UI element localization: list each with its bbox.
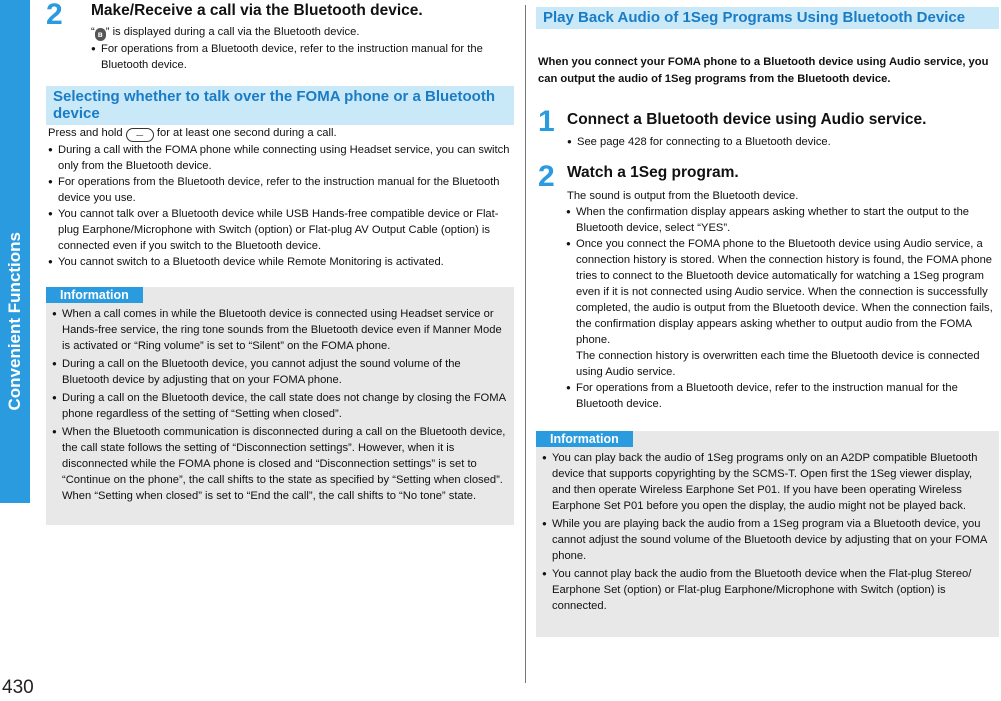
- info-box: [536, 431, 999, 637]
- section-heading: Selecting whether to talk over the FOMA phone or a Bluetooth device: [46, 86, 514, 125]
- side-tab-label: Convenient Functions: [5, 232, 24, 411]
- step-body: [567, 188, 1001, 412]
- step-number: 2: [538, 160, 555, 193]
- left-column: [46, 0, 516, 502]
- step-note: The connection history is overwritten each time the Bluetooth device is connected using Audio service.: [576, 350, 980, 378]
- list-item: ● You cannot play back the audio from the Bluetooth device when the Flat-plug Stereo/ Earphone Set (option) or Flat-plug Earphone/Microphone with Switch (option) is connected.: [542, 566, 993, 614]
- step-title: Watch a 1Seg program.: [567, 164, 739, 181]
- right-step-1: [538, 105, 1001, 155]
- step-number: 2: [46, 0, 63, 31]
- list-item: ● When the confirmation display appears asking whether to start the output to the Bluetooth device, select “YES”.: [566, 204, 1001, 236]
- list-item: ● Once you connect the FOMA phone to the Bluetooth device using Audio service, a connection history is stored. When the connection history is found, the FOMA phone tries to connect to the Bluetooth device automatically for watching a 1Seg program even if it is not connected using Audio service. When the connection is successfully completed, the audio is output from the Bluetooth device. When the connection fails, the confirmation display appears asking whether to output audio from the FOMA phone.: [566, 236, 1001, 348]
- right-step-2: [538, 160, 1001, 420]
- info-tab: Information: [536, 431, 633, 447]
- step-line: The sound is output from the Bluetooth device.: [567, 190, 799, 202]
- list-item: ● For operations from the Bluetooth device, refer to the instruction manual for the Bluetooth device you use.: [48, 174, 514, 206]
- list-item: ● You cannot switch to a Bluetooth device while Remote Monitoring is activated.: [48, 254, 514, 270]
- list-item: ● You cannot talk over a Bluetooth device while USB Hands-free compatible device or Flat-plug Earphone/Microphone with Switch (option) or Flat-plug AV Output Cable (option) is connected even if you switch to the Bluetooth device.: [48, 206, 514, 254]
- column-divider: [525, 5, 526, 683]
- bluetooth-call-icon: ʙ: [95, 28, 106, 41]
- list-item: ● During a call on the Bluetooth device, the call state does not change by closing the FOMA phone regardless of the setting of “Setting when closed”.: [52, 390, 508, 422]
- step-bullet: ● For operations from a Bluetooth device, refer to the instruction manual for the Bluetooth device.: [91, 41, 521, 73]
- list-item: ● For operations from a Bluetooth device, refer to the instruction manual for the Bluetooth device.: [566, 380, 1001, 412]
- list-item: ● When a call comes in while the Bluetooth device is connected using Headset service or Hands-free service, the ring tone sounds from the Bluetooth device even if Manner Mode is activated or “Ring volume” is set to “Silent” on the FOMA phone.: [52, 306, 508, 354]
- end-call-key-icon: ⏤: [126, 128, 154, 142]
- list-item: ● While you are playing back the audio from a 1Seg program via a Bluetooth device, you cannot adjust the sound volume of the Bluetooth device by adjusting that on your FOMA phone.: [542, 516, 993, 564]
- list-item: ● During a call with the FOMA phone while connecting using Headset service, you can switch only from the Bluetooth device.: [48, 142, 514, 174]
- section-intro: When you connect your FOMA phone to a Bluetooth device using Audio service, you can output the audio of 1Seg programs from the Bluetooth device.: [538, 56, 989, 85]
- step-line: “ ʙ ” is displayed during a call via the Bluetooth device.: [91, 26, 360, 39]
- left-step-2: [46, 0, 516, 74]
- page-number: 430: [2, 677, 34, 698]
- section-body: [48, 125, 514, 270]
- step-number: 1: [538, 105, 555, 138]
- step-title: Connect a Bluetooth device using Audio service.: [567, 111, 927, 128]
- info-tab: Information: [46, 287, 143, 303]
- list-item: ● When the Bluetooth communication is disconnected during a call on the Bluetooth device, the call state follows the setting of “Disconnection settings”. However, when it is disconnected while the FOMA phone is closed and “Disconnection settings” is set to “Continue on the phone”, the call shifts to the state as specified by “Setting when closed”. When “Setting when closed” is set to “End the call”, the call shifts to “No tone” state.: [52, 424, 508, 504]
- list-item: ● During a call on the Bluetooth device, you cannot adjust the sound volume of the Bluetooth device by adjusting that on your FOMA phone.: [52, 356, 508, 388]
- list-item: ● You can play back the audio of 1Seg programs only on an A2DP compatible Bluetooth device that supports copyrighting by the SCMS-T. Open first the 1Seg viewer display, and then operate Wireless Earphone Set P01. If you have been operating Wireless Earphone Set P01 before you open the display, the audio might not be played back.: [542, 450, 993, 514]
- step-bullet: ● See page 428 for connecting to a Bluetooth device.: [567, 134, 1001, 150]
- section-heading: Play Back Audio of 1Seg Programs Using Bluetooth Device: [536, 7, 999, 29]
- info-box: [46, 287, 514, 525]
- step-title: Make/Receive a call via the Bluetooth device.: [91, 2, 423, 19]
- section-intro: Press and hold ⏤ for at least one second during a call.: [48, 127, 337, 140]
